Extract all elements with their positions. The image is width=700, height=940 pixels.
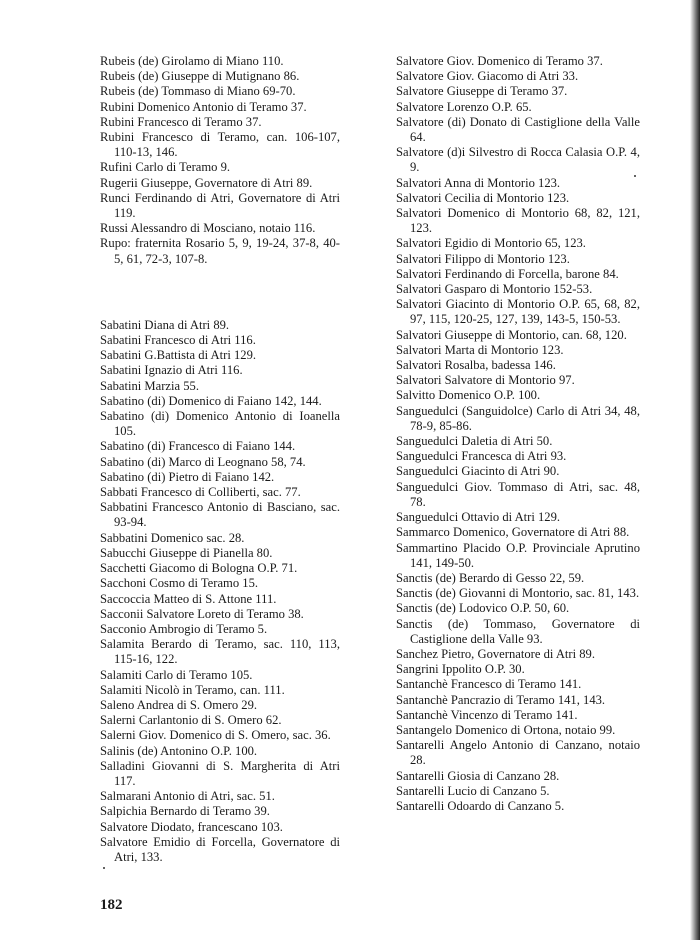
index-entry: Salvatore Lorenzo O.P. 65. bbox=[396, 99, 532, 114]
index-entry: Salvatori Marta di Montorio 123. bbox=[396, 342, 564, 357]
index-entry: Sabatino (di) Francesco di Faiano 144. bbox=[100, 439, 296, 454]
index-entry: Rubeis (de) Girolamo di Miano 110. bbox=[100, 54, 284, 68]
section-gap bbox=[100, 267, 340, 318]
index-group-r bbox=[100, 54, 340, 267]
index-entry: Salvatore Diodato, francescano 103. bbox=[100, 819, 283, 834]
index-entry: Saccoccia Matteo di S. Attone 111. bbox=[100, 591, 277, 606]
index-entry: Santanchè Vincenzo di Teramo 141. bbox=[396, 707, 578, 722]
index-entry: Rubeis (de) Tommaso di Miano 69-70. bbox=[100, 84, 296, 99]
index-entry: Sanguedulci (Sanguidolce) Carlo di Atri 34, 48, 78-9, 85-86. bbox=[396, 403, 640, 433]
index-entry: Salvatori Salvatore di Montorio 97. bbox=[396, 373, 575, 388]
index-entry: Sammarco Domenico, Governatore di Atri 88. bbox=[396, 525, 630, 540]
index-entry: Sanctis (de) Tommaso, Governatore di Castiglione della Valle 93. bbox=[396, 616, 640, 646]
index-entry: Sanctis (de) Giovanni di Montorio, sac. 81, 143. bbox=[396, 586, 640, 601]
index-entry: Salvatori Gasparo di Montorio 152-53. bbox=[396, 282, 593, 297]
index-entry: Santangelo Domenico di Ortona, notaio 99. bbox=[396, 722, 616, 737]
index-entry: Sanguedulci Daletia di Atri 50. bbox=[396, 434, 553, 449]
index-entry: Rupo: fraternita Rosario 5, 9, 19-24, 37-8, 40-5, 61, 72-3, 107-8. bbox=[100, 236, 340, 266]
left-index-column bbox=[100, 54, 340, 865]
index-entry: Sabucchi Giuseppe di Pianella 80. bbox=[100, 545, 273, 560]
index-entry: Salvatori Egidio di Montorio 65, 123. bbox=[396, 236, 586, 251]
index-entry: Russi Alessandro di Mosciano, notaio 116. bbox=[100, 221, 316, 236]
index-entry: Rufini Carlo di Teramo 9. bbox=[100, 160, 231, 175]
index-entry: Sabbatini Francesco Antonio di Basciano, sac. 93-94. bbox=[100, 500, 340, 530]
index-entry: Salvatore (di) Donato di Castiglione della Valle 64. bbox=[396, 114, 640, 145]
index-entry: Sabatini Diana di Atri 89. bbox=[100, 317, 230, 332]
index-entry: Salvatore Giov. Domenico di Teramo 37. bbox=[396, 54, 603, 68]
index-entry: Salvatori Ferdinando di Forcella, barone 84. bbox=[396, 266, 619, 281]
index-entry: Sammartino Placido O.P. Provinciale Aprutino 141, 149-50. bbox=[396, 540, 640, 570]
index-entry: Salvatori Giuseppe di Montorio, can. 68, 120. bbox=[396, 327, 627, 342]
index-entry: Rubini Francesco di Teramo, can. 106-107, 110-13, 146. bbox=[100, 130, 340, 160]
index-entry: Salladini Giovanni di S. Margherita di Atri 117. bbox=[100, 758, 340, 788]
index-entry: Sacconii Salvatore Loreto di Teramo 38. bbox=[100, 606, 304, 621]
index-entry: Salvatore Emidio di Forcella, Governatore di Atri, 133. bbox=[100, 834, 340, 864]
index-group-s bbox=[100, 318, 340, 865]
index-entry: Sabatini Marzia 55. bbox=[100, 378, 199, 393]
index-entry: Salinis (de) Antonino O.P. 100. bbox=[100, 743, 258, 758]
index-entry: Sabatino (di) Pietro di Faiano 142. bbox=[100, 469, 275, 484]
index-entry: Salvatori Rosalba, badessa 146. bbox=[396, 358, 556, 373]
index-entry: Santanchè Pancrazio di Teramo 141, 143. bbox=[396, 692, 606, 707]
index-entry: Rubini Francesco di Teramo 37. bbox=[100, 114, 262, 129]
index-entry: Salvatori Domenico di Montorio 68, 82, 121, 123. bbox=[396, 206, 640, 236]
index-entry: Salvatore Giuseppe di Teramo 37. bbox=[396, 84, 568, 99]
scan-speck bbox=[103, 867, 105, 869]
index-entry: Salamiti Carlo di Teramo 105. bbox=[100, 667, 253, 682]
index-entry: Salamita Berardo di Teramo, sac. 110, 113, 115-16, 122. bbox=[100, 637, 340, 667]
page-number: 182 bbox=[100, 897, 123, 913]
index-entry: Saleno Andrea di S. Omero 29. bbox=[100, 697, 258, 712]
index-entry: Sacchoni Cosmo di Teramo 15. bbox=[100, 576, 259, 591]
index-entry: Salvatori Giacinto di Montorio O.P. 65, 68, 82, 97, 115, 120-25, 127, 139, 143-5, 150-53. bbox=[396, 297, 640, 327]
index-entry: Salvatore Giov. Giacomo di Atri 33. bbox=[396, 69, 579, 84]
index-entry: Rugerii Giuseppe, Governatore di Atri 89. bbox=[100, 175, 313, 190]
index-entry: Sabatino (di) Marco di Leognano 58, 74. bbox=[100, 454, 306, 469]
index-entry: Salvatore (d)i Silvestro di Rocca Calasia O.P. 4, 9. bbox=[396, 145, 640, 175]
index-entry: Rubini Domenico Antonio di Teramo 37. bbox=[100, 99, 307, 114]
index-entry: Sabatini Francesco di Atri 116. bbox=[100, 333, 256, 348]
index-entry: Salamiti Nicolò in Teramo, can. 111. bbox=[100, 682, 285, 697]
index-entry: Santarelli Lucio di Canzano 5. bbox=[396, 783, 550, 798]
index-entry: Santarelli Giosia di Canzano 28. bbox=[396, 768, 560, 783]
index-entry: Salpichia Bernardo di Teramo 39. bbox=[100, 804, 270, 819]
index-entry: Sanguedulci Giov. Tommaso di Atri, sac. 48, 78. bbox=[396, 479, 640, 509]
index-entry: Sanguedulci Ottavio di Atri 129. bbox=[396, 510, 561, 525]
index-entry: Sanctis (de) Lodovico O.P. 50, 60. bbox=[396, 601, 570, 616]
index-entry: Sanguedulci Giacinto di Atri 90. bbox=[396, 464, 560, 479]
index-entry: Salvitto Domenico O.P. 100. bbox=[396, 388, 541, 403]
index-entry: Salvatori Cecilia di Montorio 123. bbox=[396, 190, 570, 205]
index-entry: Salerni Giov. Domenico di S. Omero, sac. 36. bbox=[100, 728, 331, 743]
index-entry: Runci Ferdinando di Atri, Governatore di Atri 119. bbox=[100, 190, 340, 221]
index-entry: Sacchetti Giacomo di Bologna O.P. 71. bbox=[100, 561, 298, 576]
index-entry: Santanchè Francesco di Teramo 141. bbox=[396, 677, 582, 692]
index-entry: Salmarani Antonio di Atri, sac. 51. bbox=[100, 789, 275, 804]
index-entry: Sabatini Ignazio di Atri 116. bbox=[100, 363, 243, 378]
book-spine-shadow bbox=[690, 0, 700, 940]
index-entry: Salerni Carlantonio di S. Omero 62. bbox=[100, 713, 282, 728]
index-entry: Rubeis (de) Giuseppe di Mutignano 86. bbox=[100, 69, 300, 84]
index-entry: Sacconio Ambrogio di Teramo 5. bbox=[100, 621, 268, 636]
index-entry: Sabbati Francesco di Colliberti, sac. 77. bbox=[100, 485, 301, 500]
index-entry: Sabatino (di) Domenico di Faiano 142, 144. bbox=[100, 393, 322, 408]
index-entry: Salvatori Anna di Montorio 123. bbox=[396, 175, 561, 190]
right-index-column bbox=[396, 54, 640, 814]
index-entry: Salvatori Filippo di Montorio 123. bbox=[396, 251, 570, 266]
index-entry: Santarelli Odoardo di Canzano 5. bbox=[396, 798, 565, 813]
index-entry: Sanctis (de) Berardo di Gesso 22, 59. bbox=[396, 570, 585, 585]
index-entry: Sabatino (di) Domenico Antonio di Ioanella 105. bbox=[100, 409, 340, 439]
index-entry: Sabbatini Domenico sac. 28. bbox=[100, 530, 245, 545]
index-entry: Santarelli Angelo Antonio di Canzano, notaio 28. bbox=[396, 738, 640, 768]
index-entry: Sangrini Ippolito O.P. 30. bbox=[396, 662, 525, 677]
index-entry: Sanguedulci Francesca di Atri 93. bbox=[396, 449, 567, 464]
index-entry: Sanchez Pietro, Governatore di Atri 89. bbox=[396, 646, 595, 661]
scan-speck bbox=[634, 175, 636, 177]
index-entry: Sabatini G.Battista di Atri 129. bbox=[100, 348, 257, 363]
